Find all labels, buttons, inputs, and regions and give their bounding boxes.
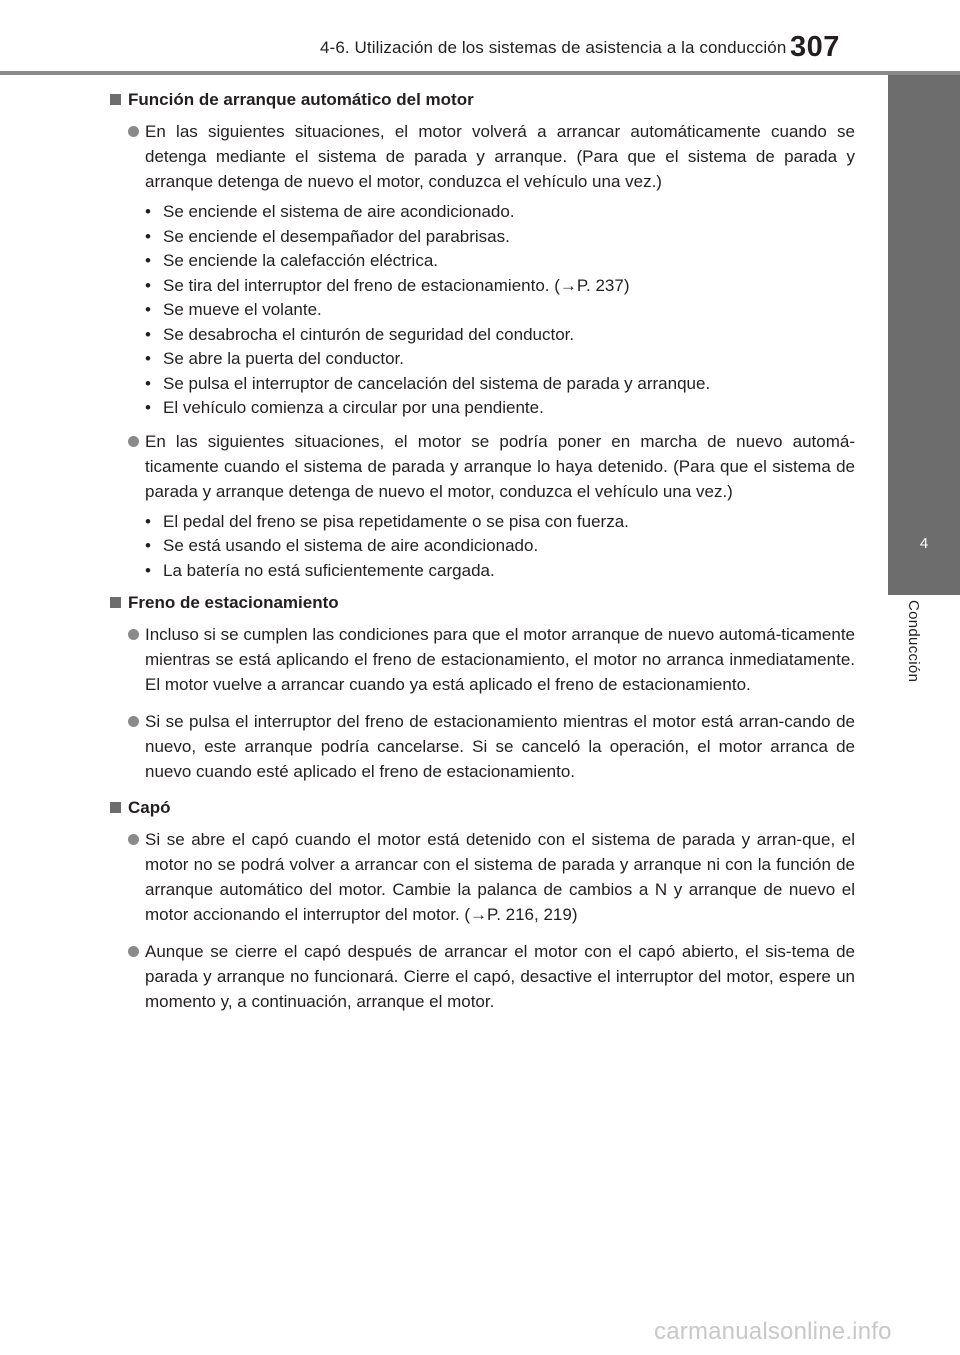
list-item: • El pedal del freno se pisa repetidamente o se pisa con fuerza. (145, 510, 855, 535)
circle-bullet-paragraph (110, 709, 855, 784)
circle-bullet-icon (128, 946, 139, 957)
circle-bullet-icon (128, 126, 139, 137)
header-divider (0, 71, 960, 75)
header-title: 4-6. Utilización de los sistemas de asistencia a la conducción (320, 38, 787, 57)
list-item: • La batería no está suficientemente cargada. (145, 559, 855, 584)
list-item: • Se abre la puerta del conductor. (145, 347, 855, 372)
watermark: carmanualsonline.info (654, 1318, 892, 1345)
list-item: • Se está usando el sistema de aire acondicionado. (145, 534, 855, 559)
chapter-tab (888, 485, 960, 595)
chapter-label: Conducción (905, 600, 922, 683)
paragraph-text: Aunque se cierre el capó después de arrancar el motor con el capó abierto, el sis-tema de parada y arranque no funcionará. Cierre el capó, desactive el interruptor del motor, espere un momento y, a continuación, arranque el motor. (145, 942, 855, 1011)
page-number: 307 (790, 31, 840, 63)
circle-bullet-icon (128, 629, 139, 640)
bullet-list (145, 200, 855, 421)
chapter-number: 4 (919, 535, 929, 552)
list-item: • Se mueve el volante. (145, 298, 855, 323)
paragraph-text: En las siguientes situaciones, el motor volverá a arrancar automáticamente cuando se detenga mediante el sistema de parada y arranque. (Para que el sistema de parada y arranque detenga de nuevo el motor, conduzca el vehículo una vez.) (145, 122, 855, 191)
circle-bullet-icon (128, 436, 139, 447)
section-heading (110, 796, 855, 820)
paragraph-text: En las siguientes situaciones, el motor se podría poner en marcha de nuevo automá-ticamente cuando el sistema de parada y arranque lo haya detenido. (Para que el sistema de parada y arranque detenga de nuevo el motor, conduzca el vehículo una vez.) (145, 431, 855, 501)
list-item: • Se pulsa el interruptor de cancelación del sistema de parada y arranque. (145, 372, 855, 397)
section-heading (110, 88, 855, 112)
section-heading (110, 591, 855, 615)
list-item: • Se enciende la calefacción eléctrica. (145, 249, 855, 274)
list-item: • El vehículo comienza a circular por una pendiente. (145, 396, 855, 421)
square-bullet-icon (110, 94, 121, 105)
circle-bullet-icon (128, 716, 139, 727)
list-item: • Se enciende el sistema de aire acondicionado. (145, 200, 855, 225)
circle-bullet-paragraph (110, 429, 855, 504)
list-item: • Se enciende el desempañador del parabrisas. (145, 225, 855, 250)
list-item: • Se desabrocha el cinturón de seguridad del conductor. (145, 323, 855, 348)
page-content (110, 88, 855, 1020)
paragraph-text: Si se abre el capó cuando el motor está detenido con el sistema de parada y arran-que, el motor no se podrá volver a arrancar con el sistema de parada y arranque ni con la función de arranque automático del motor. Cambie la palanca de cambios a N y arranque de nuevo el motor accionando el interruptor del motor. (→P. 216, 219) (145, 830, 855, 924)
paragraph-text: Si se pulsa el interruptor del freno de estacionamiento mientras el motor está arran-cando de nuevo, este arranque podría cancelarse. Si se canceló la operación, el motor arranca de nuevo cuando esté aplicado el freno de estacionamiento. (145, 712, 855, 781)
section-heading-text: Capó (128, 798, 171, 817)
circle-bullet-paragraph (110, 827, 855, 927)
square-bullet-icon (110, 802, 121, 813)
list-item: • Se tira del interruptor del freno de estacionamiento. (→P. 237) (145, 274, 855, 299)
section-heading-text: Función de arranque automático del motor (128, 90, 474, 109)
circle-bullet-paragraph (110, 939, 855, 1014)
square-bullet-icon (110, 597, 121, 608)
circle-bullet-icon (128, 834, 139, 845)
circle-bullet-paragraph (110, 119, 855, 194)
chapter-label-container (905, 600, 935, 710)
side-tab-bar (888, 75, 960, 485)
section-heading-text: Freno de estacionamiento (128, 593, 339, 612)
circle-bullet-paragraph (110, 622, 855, 697)
paragraph-text: Incluso si se cumplen las condiciones para que el motor arranque de nuevo automá-ticamente mientras se está aplicando el freno de estacionamiento, el motor no arranca inmediatamente. El motor vuelve a arrancar cuando ya está aplicado el freno de estacionamiento. (145, 625, 855, 694)
bullet-list (145, 510, 855, 584)
